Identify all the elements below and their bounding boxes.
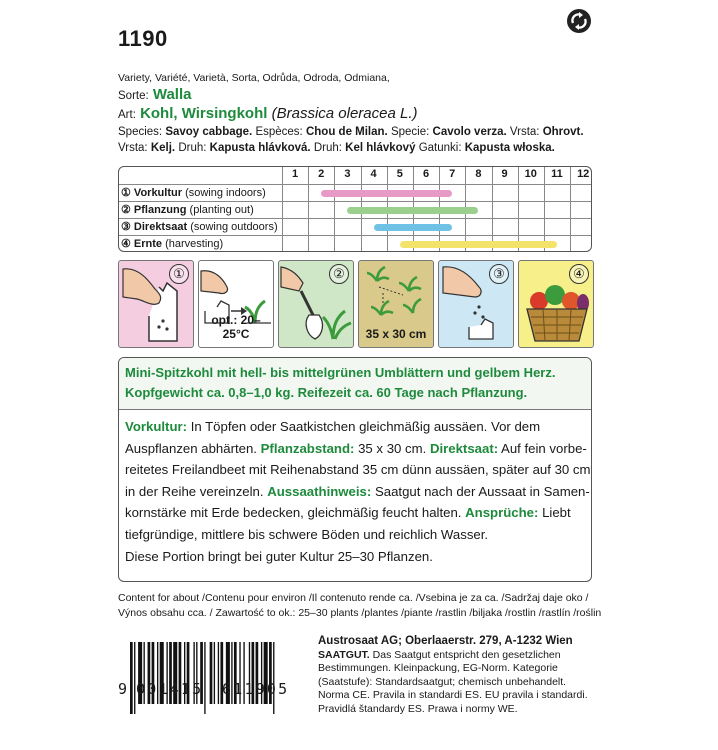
pictogram-direct-sowing — [438, 260, 514, 348]
row-label: ① Vorkultur (sowing indoors) — [121, 187, 266, 199]
month-cell — [282, 236, 283, 252]
species-value: Ohrovt. — [542, 126, 584, 138]
month-cell — [361, 167, 362, 184]
month-cell — [361, 236, 362, 252]
month-cell — [439, 167, 440, 184]
month-cell — [334, 202, 335, 219]
species-value: Kapusta włoska. — [464, 142, 555, 154]
calendar-month-row — [119, 167, 591, 184]
barcode-digits-left: 001415 — [136, 680, 204, 698]
month-label: 5 — [396, 168, 403, 180]
description-line: Diese Portion bringt bei guter Kultur 25–30 Pflanzen. — [125, 548, 433, 564]
month-cell — [518, 185, 519, 202]
month-label: 2 — [318, 168, 325, 180]
month-cell — [492, 202, 493, 219]
month-cell — [308, 185, 309, 202]
species-label: Vrsta: — [118, 142, 148, 154]
step-number-badge: ① — [169, 264, 189, 284]
sorte-label: Sorte: — [118, 90, 149, 102]
description-line: kornstärke mit Erde bedecken, gleichmäßig feucht halten. Ansprüche: Liebt — [125, 505, 571, 521]
month-cell — [492, 185, 493, 202]
description-line: Vorkultur: In Töpfen oder Saatkistchen gleichmäßig aussäen. Vor dem — [125, 419, 541, 434]
step-number-badge: ② — [329, 264, 349, 284]
species-label: Gatunki: — [418, 142, 462, 154]
description-line: reitetes Freilandbeet mit Reihenabstand 35 cm dünn aussäen, später auf 30 cm — [125, 462, 591, 478]
barcode-bar — [210, 642, 213, 704]
species-value: Kelj. — [150, 142, 176, 154]
barcode-digits-right: 611905 — [222, 680, 290, 698]
description-box — [118, 357, 592, 582]
month-cell — [282, 185, 283, 202]
company-name: Austrosaat AG; Oberlaaerstr. 279, A-1232 Wien — [318, 635, 573, 647]
pictogram-harvest — [518, 260, 594, 348]
month-cell — [308, 219, 309, 236]
species-label: Espèces: — [255, 126, 303, 138]
description-line: Auspflanzen abhärten. Pflanzabstand: 35 x 30 cm. Direktsaat: Auf fein vorbe- — [125, 440, 587, 456]
art-line — [118, 104, 418, 125]
month-cell — [544, 219, 545, 236]
art-label: Art: — [118, 109, 136, 121]
pictogram-sowing-indoors — [118, 260, 194, 348]
ean-barcode — [118, 640, 308, 718]
company-text: (Saatstufe): Standardsaatgut; chemisch unbehandelt. — [318, 675, 567, 688]
barcode-bar — [134, 642, 135, 714]
species-label: Vrsta: — [509, 126, 540, 138]
month-cell — [570, 185, 571, 202]
month-label: 8 — [475, 168, 482, 180]
month-label: 12 — [577, 168, 590, 180]
species-label: Species: — [118, 126, 163, 138]
art-name: Kohl, Wirsingkohl — [140, 105, 268, 122]
sowing-calendar — [118, 166, 592, 252]
month-cell — [308, 167, 309, 184]
species-label: Druh: — [178, 142, 207, 154]
month-cell — [492, 219, 493, 236]
content-amount-line-1: Content for about /Contenu pour environ /Il contenuto rende ca. /Vsebina je za ca. /Sadržaj daje oko / — [118, 592, 589, 604]
pictogram-planting-out — [278, 260, 354, 348]
calendar-row-vorkultur — [119, 184, 591, 201]
variety-languages: Variety, Variété, Varietà, Sorta, Odrůda, Odroda, Odmiana, — [118, 72, 390, 84]
month-cell — [334, 167, 335, 184]
month-cell — [387, 167, 388, 184]
month-label: 9 — [501, 168, 508, 180]
month-cell — [282, 219, 283, 236]
month-cell — [544, 185, 545, 202]
company-info — [318, 634, 598, 716]
description-summary-1: Mini-Spitzkohl mit hell- bis mittelgrünen Umblättern und gelbem Herz. — [125, 365, 556, 380]
row-label: ② Pflanzung (planting out) — [121, 204, 254, 216]
barcode-digit-first: 9 — [118, 680, 130, 698]
month-cell — [361, 219, 362, 236]
latin-name: (Brassica oleracea L.) — [271, 105, 418, 122]
barcode-bar — [204, 642, 205, 714]
month-cell — [570, 219, 571, 236]
month-cell — [308, 236, 309, 252]
species-label: Druh: — [313, 142, 342, 154]
pictogram-spacing — [358, 260, 434, 348]
month-cell — [387, 236, 388, 252]
description-highlight — [119, 358, 592, 410]
species-value: Kapusta hlávková. — [209, 142, 311, 154]
month-cell — [492, 167, 493, 184]
step-number-badge: ③ — [489, 264, 509, 284]
month-label: 11 — [551, 168, 563, 180]
month-cell — [570, 202, 571, 219]
species-value: Cavolo verza. — [432, 126, 507, 138]
month-cell — [570, 236, 571, 252]
company-text: Pravidlá štandardy ES. Prawa i normy WE. — [318, 702, 518, 715]
month-cell — [465, 167, 466, 184]
description-summary-2: Kopfgewicht ca. 0,8–1,0 kg. Reifezeit ca. 60 Tage nach Pflanzung. — [125, 385, 528, 400]
description-body — [125, 416, 591, 567]
temperature-label: opt.: 20–25°C — [211, 313, 261, 341]
variety-name: Walla — [152, 86, 192, 103]
month-cell — [518, 219, 519, 236]
species-value: Savoy cabbage. — [165, 126, 253, 138]
barcode-bar — [130, 642, 133, 714]
month-cell — [518, 202, 519, 219]
calendar-period-bar — [347, 207, 478, 214]
month-cell — [282, 202, 283, 219]
month-cell — [544, 167, 545, 184]
month-cell — [544, 202, 545, 219]
calendar-period-bar — [374, 224, 453, 231]
step-number-badge: ④ — [569, 264, 589, 284]
month-cell — [518, 167, 519, 184]
month-label: 3 — [344, 168, 351, 180]
calendar-row-direktsaat — [119, 218, 591, 235]
row-label: ④ Ernte (harvesting) — [121, 238, 224, 250]
barcode-bar — [214, 642, 215, 704]
barcode-bar — [218, 642, 219, 704]
month-cell — [413, 167, 414, 184]
barcode-bar — [273, 642, 274, 714]
month-label: 7 — [449, 168, 456, 180]
pictogram-germination — [198, 260, 274, 348]
content-amount-line-2: Výnos obsahu cca. / Zawartość to ok.: 25–30 plants /plantes /piante /rastlin /biljaka /rostlin /rastlín /roślin — [118, 607, 602, 619]
month-cell — [334, 219, 335, 236]
month-cell — [308, 202, 309, 219]
calendar-period-bar — [400, 241, 557, 248]
month-label: 10 — [524, 168, 537, 180]
description-line: in der Reihe vereinzeln. Aussaathinweis: Saatgut nach der Aussaat in Samen- — [125, 483, 590, 499]
species-line-1 — [118, 124, 584, 141]
species-label: Specie: — [390, 126, 430, 138]
month-cell — [465, 185, 466, 202]
month-cell — [334, 236, 335, 252]
species-line-2 — [118, 140, 555, 157]
calendar-row-ernte — [119, 235, 591, 252]
month-cell — [570, 167, 571, 184]
spacing-label: 35 x 30 cm — [365, 327, 427, 341]
row-label: ③ Direktsaat (sowing outdoors) — [121, 221, 278, 233]
product-code: 1190 — [118, 26, 168, 51]
month-cell — [465, 219, 466, 236]
company-text: SAATGUT. Das Saatgut entspricht den gesetzlichen — [318, 649, 561, 661]
month-label: 6 — [422, 168, 430, 180]
company-text: Norma CE. Pravila in standardi ES. EU pravila i standardi. — [318, 689, 588, 702]
calendar-period-bar — [321, 190, 452, 197]
company-text: Bestimmungen. Kleinpackung, EG-Norm. Kategorie — [318, 662, 558, 675]
sorte-line — [118, 85, 191, 106]
recycle-icon — [566, 8, 592, 34]
species-value: Kel hlávkový — [345, 142, 416, 154]
description-line: tiefgründige, mittlere bis schwere Böden und reichlich Wasser. — [125, 526, 489, 542]
calendar-row-pflanzung — [119, 201, 591, 218]
species-value: Chou de Milan. — [305, 126, 388, 138]
month-label: 4 — [370, 168, 377, 180]
month-cell — [282, 167, 283, 184]
month-label: 1 — [291, 168, 299, 180]
